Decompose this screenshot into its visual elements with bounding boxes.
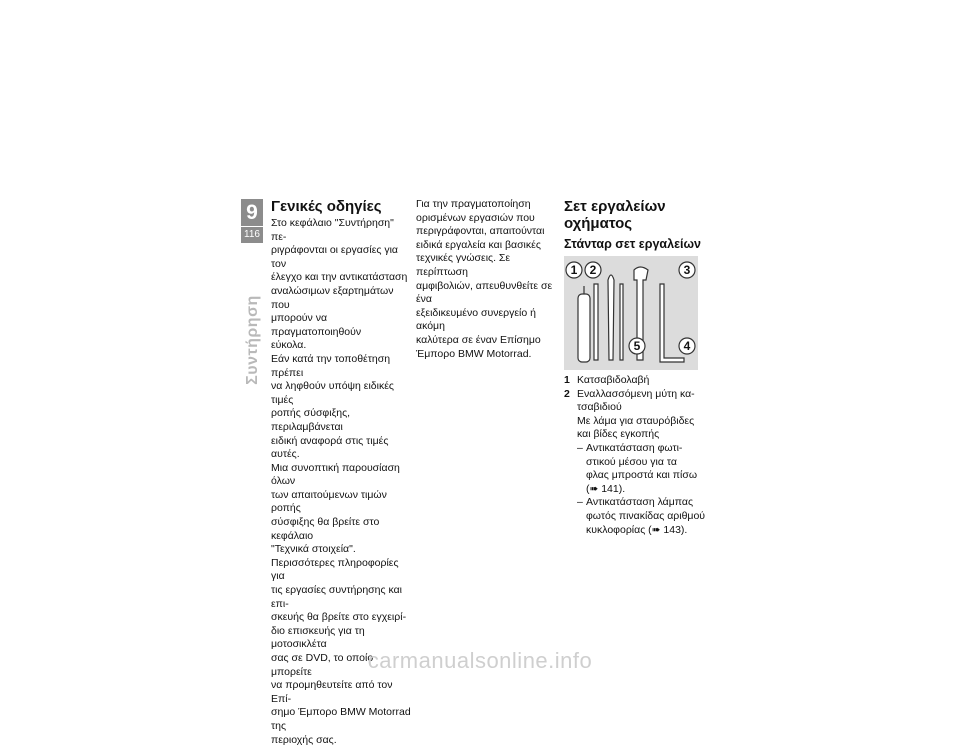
- dash-bullet: –: [577, 441, 583, 454]
- legend-subtext: Με λάμα για σταυρόβιδες και βίδες εγκοπής: [577, 414, 695, 441]
- dash-list-item: [577, 442, 714, 496]
- column-toolkit: [564, 198, 714, 537]
- paragraph-intro: Στο κεφάλαιο "Συντήρηση" πε- ριγράφονται οι εργασίες για τον έλεγχο και την αντικατάσταση αναλώσιμων εξαρτημάτων που μπορούν να πραγματοποιηθούν εύκολα.: [271, 217, 408, 352]
- paragraph-torque: Εάν κατά την τοποθέτηση πρέπει να ληφθούν υπόψη ειδικές τιμές ροπής σύσφιξης, περιλαμβάνεται ειδική αναφορά στις τιμές αυτές. Μια συνοπτική παρουσίαση όλων των απαιτούμενων τιμών ροπής σύσφιξης θα βρείτε στο κεφάλαιο "Τεχνικά στοιχεία".: [271, 352, 400, 556]
- legend-text: Κατσαβιδολαβή: [577, 374, 650, 386]
- figure-label-2: 2: [589, 263, 597, 277]
- legend-item: [564, 388, 714, 415]
- legend-number: 1: [564, 374, 570, 386]
- legend-number: 2: [564, 387, 570, 400]
- chapter-tab: [241, 199, 263, 243]
- dash-bullet: –: [577, 496, 583, 509]
- section-heading-general: Γενικές οδηγίες: [271, 198, 382, 215]
- chapter-side-title: Συντήρηση: [244, 295, 261, 385]
- figure-label-4: 4: [683, 339, 691, 353]
- watermark: carmanualsonline.info: [367, 648, 593, 673]
- toolkit-illustration-icon: [564, 256, 698, 370]
- figure-label-1: 1: [570, 263, 578, 277]
- column-special-tools: [416, 198, 556, 361]
- dash-item-text: Αντικατάσταση φωτι- στικού μέσου για τα φλας μπροστά και πίσω (➠ 141).: [586, 441, 698, 495]
- paragraph-special-tools: Για την πραγματοποίηση ορισμένων εργασιών που περιγράφονται, απαιτούνται ειδικά εργαλεία και βασικές τεχνικές γνώσεις. Σε περίπτωση αμφιβολιών, απευθυνθείτε σε ένα εξειδικευμένο συνεργείο ή ακόμη καλύτερα σε έναν Επίσημο Έμπορο BMW Motorrad.: [416, 198, 553, 360]
- chapter-number: 9: [241, 199, 263, 226]
- toolkit-figure: [564, 256, 698, 370]
- section-heading-toolkit: Σετ εργαλείων οχήματος: [564, 198, 666, 232]
- figure-label-5: 5: [633, 339, 641, 353]
- figure-legend: [564, 374, 714, 537]
- paragraph-more-info: Περισσότερες πληροφορίες για τις εργασίες συντήρησης και επι- σκευής θα βρείτε στο εγχειρί- διο επισκευής για τη μοτοσικλέτα σας σε DVD, το οποίο μπορείτε να προμηθευτείτε από τον Επί- σημο Έμπορο BMW Motorrad της περιοχής σας.: [271, 556, 411, 746]
- dash-item-text: Αντικατάσταση λάμπας φωτός πινακίδας αριθμού κυκλοφορίας (➠ 143).: [586, 496, 706, 536]
- legend-text: Εναλλασσόμενη μύτη κα- τσαβιδιού: [577, 387, 695, 414]
- legend-item: [564, 374, 714, 388]
- dash-list-item: [577, 496, 714, 537]
- figure-label-3: 3: [683, 263, 691, 277]
- subheading-standard-toolkit: Στάνταρ σετ εργαλείων: [564, 237, 701, 251]
- page-number: 116: [241, 227, 263, 243]
